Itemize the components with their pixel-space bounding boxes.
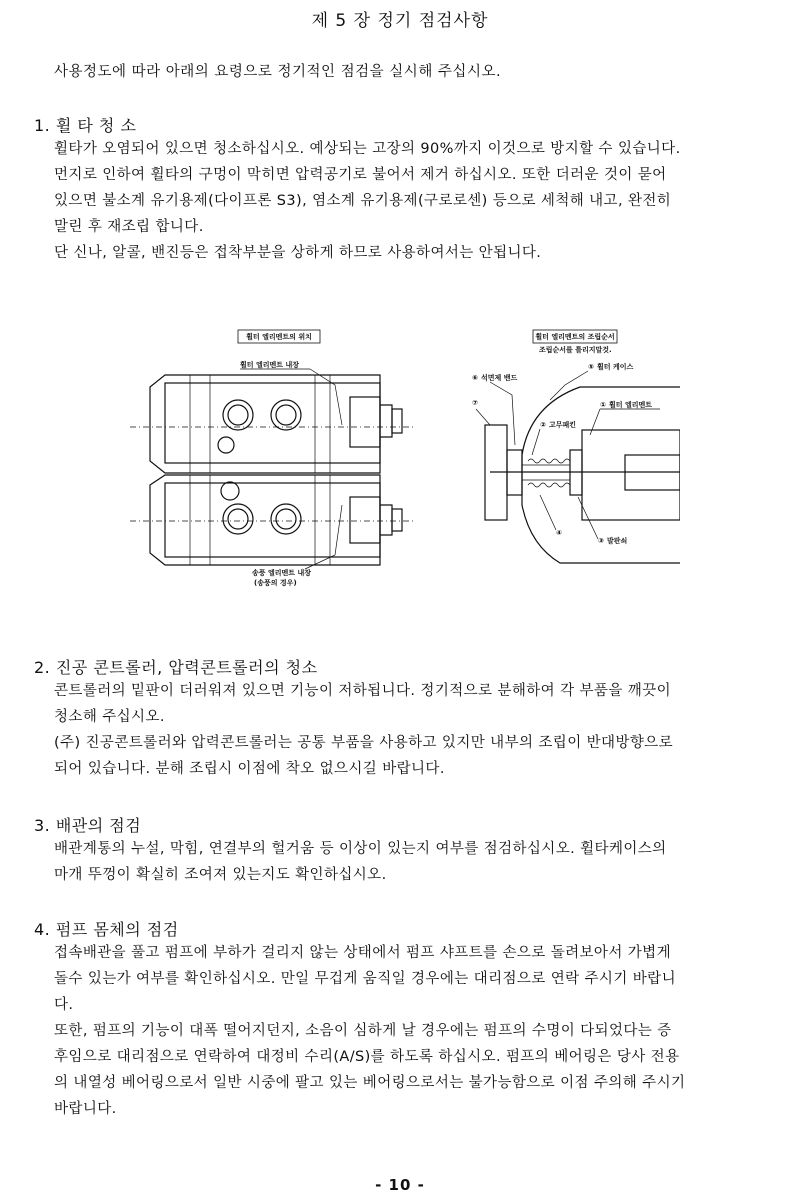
section-2-line: 청소해 주십시오.: [54, 709, 165, 725]
part-6-num: ⑥: [472, 374, 478, 382]
section-1-line: 단 신나, 알콜, 밴진등은 접착부분을 상하게 하므로 사용하여서는 안됩니다.: [54, 245, 542, 261]
part-3-name: 발판쇠: [607, 537, 628, 545]
left-bottom-label-1: 송풍 엘리멘트 내장: [252, 569, 311, 577]
left-title-label: 휠터 엘리멘트의 위치: [246, 333, 312, 341]
part-5-name: 휠터 케이스: [597, 363, 634, 371]
section-3-line: 마개 뚜껑이 확실히 조여져 있는지도 확인하십시오.: [54, 867, 387, 883]
section-4-line: 돌수 있는가 여부를 확인하십시오. 만일 무겁게 움직일 경우에는 대리점으로 연락 주시기 바랍니: [54, 971, 676, 987]
section-1-line: 말린 후 재조립 합니다.: [54, 219, 204, 235]
section-2-body: [54, 678, 772, 782]
section-4-line: 의 내열성 베어링으로서 일반 시중에 팔고 있는 베어링으로서는 불가능함으로 이점 주의해 주시기: [54, 1075, 686, 1091]
left-bottom-label-2: (송풍의 경우): [254, 579, 297, 587]
section-4-line: 바랍니다.: [54, 1101, 117, 1117]
part-4-num: ④: [556, 529, 562, 537]
part-2-name: 고무패킨: [549, 421, 577, 429]
section-2-line: 되어 있습니다. 분해 조립시 이점에 착오 없으시길 바랍니다.: [54, 761, 445, 777]
section-3-line: 배관계통의 누설, 막힘, 연결부의 헐거움 등 이상이 있는지 여부를 점검하십시오. 휠타케이스의: [54, 841, 667, 857]
section-1-body: [54, 136, 772, 266]
right-title-label-1: 휠터 엘리멘트의 조립순서: [535, 333, 615, 341]
left-inner-label: 휠터 엘리멘트 내장: [240, 361, 299, 369]
section-3-title: 3. 배관의 점검: [34, 816, 142, 835]
section-3-body: [54, 836, 772, 888]
right-title-label-2: 조립순서를 틀리지말것.: [539, 346, 612, 354]
section-1-line: 휠타가 오염되어 있으면 청소하십시오. 예상되는 고장의 90%까지 이것으로 방지할 수 있습니다.: [54, 141, 681, 157]
section-1-title: 1. 휠 타 청 소: [34, 116, 137, 135]
section-2-line: 콘트롤러의 밑판이 더러워져 있으면 기능이 저하됩니다. 정기적으로 분해하여 각 부품을 깨끗이: [54, 683, 671, 699]
part-3-num: ③: [598, 537, 604, 545]
section-4-body: [54, 940, 772, 1122]
section-4-line: 접속배관을 풀고 펌프에 부하가 걸리지 않는 상태에서 펌프 샤프트를 손으로 돌려보아서 가볍게: [54, 945, 671, 961]
right-drawing: [472, 330, 680, 563]
section-4-title: 4. 펌프 몸체의 점검: [34, 920, 179, 939]
section-1-line: 있으면 불소계 유기용제(다이프론 S3), 염소계 유기용제(구로로센) 등으로 세척해 내고, 완전히: [54, 193, 672, 209]
section-1-line: 먼지로 인하여 휠타의 구멍이 막히면 압력공기로 불어서 제거 하십시오. 또한 더러운 것이 묻어: [54, 167, 667, 183]
part-7-num: ⑦: [472, 399, 478, 407]
section-4-line: 다.: [54, 997, 74, 1013]
filter-diagram: [120, 325, 680, 605]
page-number: - 10 -: [375, 1176, 425, 1194]
section-4-line: 후임으로 대리점으로 연락하여 대정비 수리(A/S)를 하도록 하십시오. 펌프의 베어링은 당사 전용: [54, 1049, 680, 1065]
part-6-name: 석면제 밴드: [481, 374, 518, 382]
part-5-num: ⑤: [588, 363, 594, 371]
filter-element-figure: [120, 325, 680, 605]
section-2-title: 2. 진공 콘트롤러, 압력콘트롤러의 청소: [34, 658, 318, 677]
part-1-num: ①: [600, 401, 606, 409]
section-4-line: 또한, 펌프의 기능이 대폭 떨어지던지, 소음이 심하게 날 경우에는 펌프의 수명이 다되었다는 증: [54, 1023, 672, 1039]
part-1-name: 휠터 엘리멘트: [609, 401, 653, 409]
left-drawing: [130, 330, 415, 587]
part-2-num: ②: [540, 421, 546, 429]
section-2-line: (주) 진공콘트롤러와 압력콘트롤러는 공통 부품을 사용하고 있지만 내부의 조립이 반대방향으로: [54, 735, 674, 751]
chapter-title: 제 5 장 정기 점검사항: [311, 11, 489, 31]
intro-text: 사용정도에 따라 아래의 요령으로 정기적인 점검을 실시해 주십시오.: [54, 64, 502, 80]
